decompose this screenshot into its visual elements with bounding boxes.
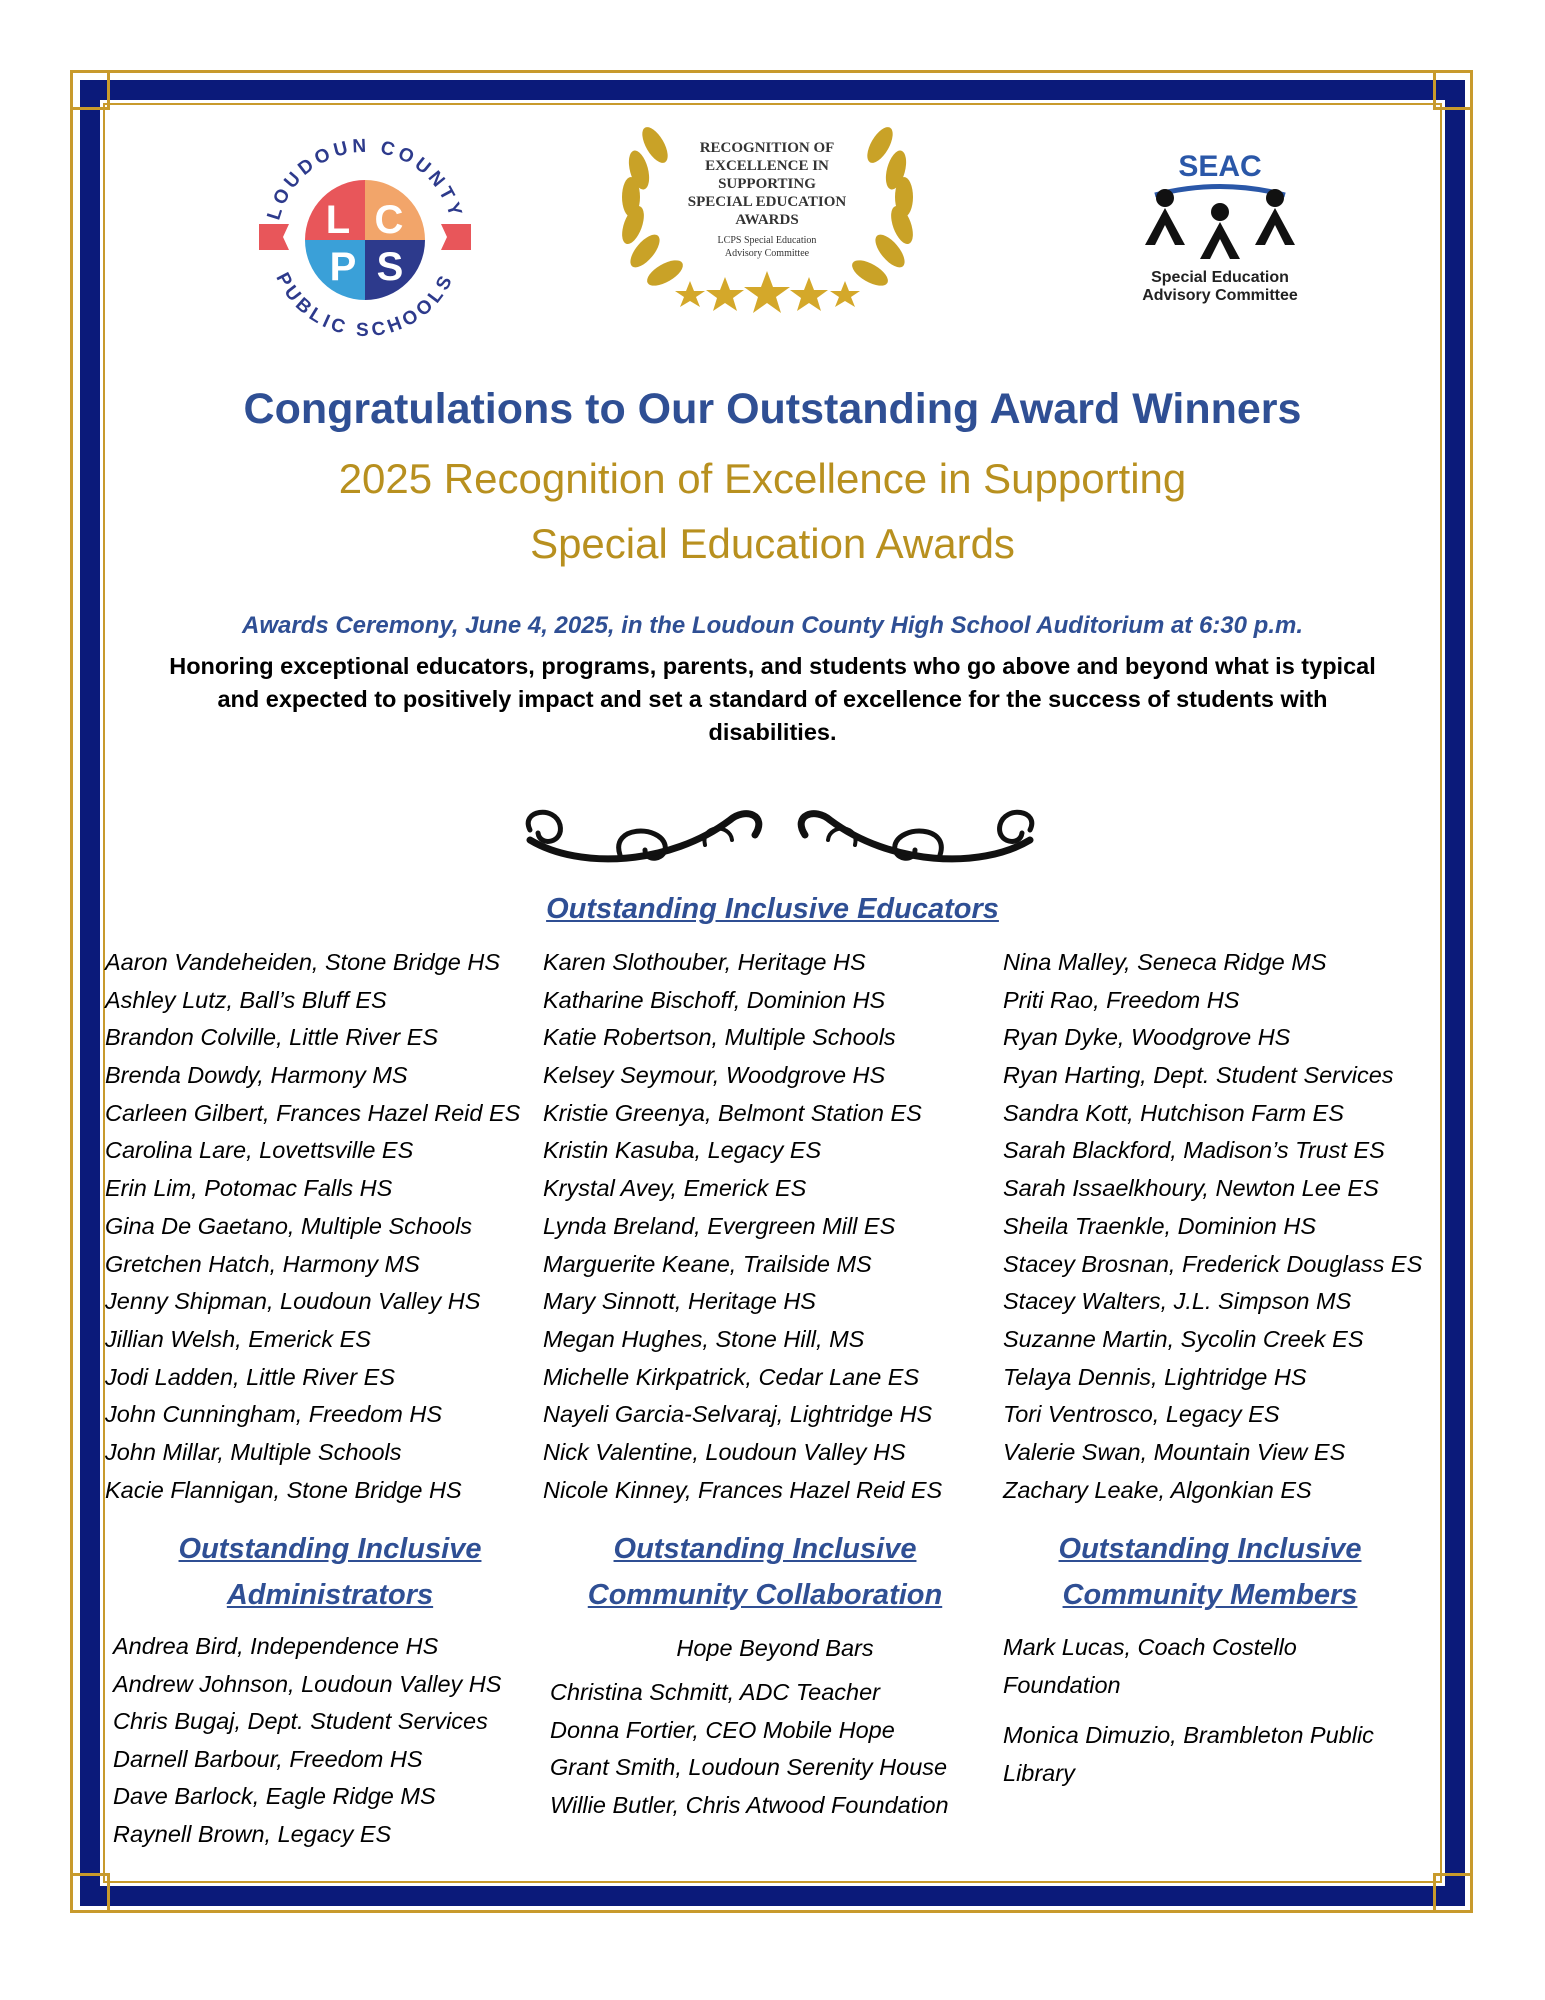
subtitle-line-1: 2025 Recognition of Excellence in Supporting — [338, 455, 1187, 502]
administrator-entry: Raynell Brown, Legacy ES — [113, 1820, 392, 1847]
educator-entry: Zachary Leake, Algonkian ES — [1003, 1476, 1312, 1503]
lcps-arc-top-text: LOUDOUN COUNTY — [263, 135, 467, 223]
corner-ornament-top-right — [1433, 70, 1473, 110]
corner-ornament-bottom-right — [1433, 1873, 1473, 1913]
lcps-monogram-p: P — [329, 245, 357, 289]
educator-entry: Jillian Welsh, Emerick ES — [105, 1325, 371, 1352]
seac-acronym: SEAC — [1178, 150, 1262, 183]
educator-entry: Stacey Walters, J.L. Simpson MS — [1003, 1288, 1352, 1315]
community-entry-line: Mark Lucas, Coach Costello — [1003, 1634, 1297, 1660]
educator-entry: Gina De Gaetano, Multiple Schools — [105, 1212, 473, 1239]
community-title-line-1: Outstanding Inclusive — [1058, 1533, 1362, 1565]
administrators-title-line-1: Outstanding Inclusive — [178, 1533, 482, 1565]
educator-entry: Kristin Kasuba, Legacy ES — [543, 1137, 822, 1164]
educator-entry: Karen Slothouber, Heritage HS — [543, 949, 866, 975]
ceremony-details: Awards Ceremony, June 4, 2025, in the Loudoun County High School Auditorium at 6:30 p.m. — [241, 612, 1303, 639]
collaboration-entry: Willie Butler, Chris Atwood Foundation — [550, 1791, 949, 1818]
lcps-logo — [255, 130, 475, 350]
lcps-monogram-s: S — [376, 245, 404, 289]
educator-entry: Kacie Flannigan, Stone Bridge HS — [105, 1476, 462, 1503]
educator-entry: Nick Valentine, Loudoun Valley HS — [543, 1438, 906, 1465]
educator-entry: Katharine Bischoff, Dominion HS — [543, 986, 886, 1013]
administrators-section-title — [100, 1526, 560, 1618]
educator-entry: Ryan Harting, Dept. Student Services — [1003, 1062, 1394, 1089]
community-entry-1 — [1003, 1628, 1297, 1703]
administrator-entry: Andrea Bird, Independence HS — [113, 1633, 439, 1659]
seac-line-2: Advisory Committee — [1142, 287, 1298, 304]
educator-entry: Sandra Kott, Hutchison Farm ES — [1003, 1099, 1344, 1126]
educator-entry: Katie Robertson, Multiple Schools — [543, 1024, 896, 1051]
corner-ornament-top-left — [70, 70, 110, 110]
administrator-entry: Chris Bugaj, Dept. Student Services — [113, 1708, 488, 1734]
community-entry-line: Foundation — [1003, 1671, 1121, 1698]
educator-entry: Carolina Lare, Lovettsville ES — [105, 1137, 414, 1164]
seac-logo — [1115, 140, 1325, 310]
page-title: Congratulations to Our Outstanding Award Winners — [243, 385, 1302, 433]
award-text-line-2: EXCELLENCE IN — [705, 158, 829, 174]
educators-section-title: Outstanding Inclusive Educators — [546, 893, 999, 925]
seac-line-1: Special Education — [1151, 269, 1289, 286]
award-text-line-1: RECOGNITION OF — [699, 140, 835, 156]
educator-entry: Priti Rao, Freedom HS — [1003, 986, 1240, 1013]
educator-entry: Nayeli Garcia-Selvaraj, Lightridge HS — [543, 1401, 933, 1428]
administrator-entry: Dave Barlock, Eagle Ridge MS — [113, 1783, 436, 1809]
educator-entry: Gretchen Hatch, Harmony MS — [105, 1250, 420, 1277]
educator-entry: Megan Hughes, Stone Hill, MS — [543, 1325, 865, 1352]
community-title-line-2: Community Members — [1062, 1579, 1358, 1611]
award-text-line-4: SPECIAL EDUCATION — [687, 194, 847, 210]
collaboration-entry: Donna Fortier, CEO Mobile Hope — [550, 1716, 895, 1743]
educator-entry: Krystal Avey, Emerick ES — [543, 1175, 807, 1202]
flourish-divider-icon — [500, 785, 1060, 885]
educator-entry: Jenny Shipman, Loudoun Valley HS — [105, 1288, 481, 1315]
award-sub-line-2: Advisory Committee — [724, 248, 810, 259]
laurel-right-icon — [848, 123, 917, 291]
lcps-monogram-c: C — [374, 198, 404, 242]
community-entry-line: Monica Dimuzio, Brambleton Public — [1003, 1722, 1374, 1748]
honoring-statement: Honoring exceptional educators, programs, parents, and students who go above and beyond what is typical and expected to positively impact and set a standard of excellence for the success of students with disabilities. — [169, 653, 1376, 745]
educator-entry: Erin Lim, Potomac Falls HS — [105, 1175, 393, 1202]
educator-entry: Michelle Kirkpatrick, Cedar Lane ES — [543, 1363, 920, 1390]
collaboration-section-title — [540, 1526, 990, 1618]
community-entry-line: Library — [1003, 1759, 1075, 1786]
educator-entry: Ashley Lutz, Ball’s Bluff ES — [105, 986, 387, 1013]
educator-entry: John Cunningham, Freedom HS — [105, 1401, 443, 1428]
educators-column-3 — [1003, 944, 1422, 1509]
educators-column-1 — [105, 944, 520, 1509]
educator-entry: Mary Sinnott, Heritage HS — [543, 1288, 816, 1315]
lcps-arc-bottom-text: PUBLIC SCHOOLS — [271, 269, 459, 342]
educator-entry: Stacey Brosnan, Frederick Douglass ES — [1003, 1250, 1423, 1277]
administrators-title-line-2: Administrators — [226, 1579, 434, 1611]
award-laurel-logo — [595, 105, 940, 325]
award-text-line-3: SUPPORTING — [718, 176, 816, 192]
corner-ornament-bottom-left — [70, 1873, 110, 1913]
stars-icon — [675, 271, 860, 313]
educator-entry: Brandon Colville, Little River ES — [105, 1024, 439, 1051]
community-entry-2 — [1003, 1716, 1374, 1791]
educators-column-2 — [543, 944, 942, 1509]
educator-entry: Tori Ventrosco, Legacy ES — [1003, 1401, 1280, 1428]
educator-entry: Jodi Ladden, Little River ES — [105, 1363, 395, 1390]
educator-entry: Brenda Dowdy, Harmony MS — [105, 1062, 408, 1089]
educator-entry: Valerie Swan, Mountain View ES — [1003, 1438, 1346, 1465]
collaboration-title-line-1: Outstanding Inclusive — [613, 1533, 917, 1565]
educator-entry: Aaron Vandeheiden, Stone Bridge HS — [105, 949, 500, 975]
administrator-entry: Darnell Barbour, Freedom HS — [113, 1745, 423, 1772]
administrators-list — [113, 1628, 501, 1853]
educator-entry: Sarah Blackford, Madison’s Trust ES — [1003, 1137, 1385, 1164]
subtitle-line-2: Special Education Awards — [530, 520, 1015, 567]
educator-entry: Nicole Kinney, Frances Hazel Reid ES — [543, 1476, 943, 1503]
educator-entry: Nina Malley, Seneca Ridge MS — [1003, 949, 1327, 975]
collaboration-org: Hope Beyond Bars — [676, 1635, 874, 1661]
educator-entry: Kelsey Seymour, Woodgrove HS — [543, 1062, 886, 1089]
collaboration-entry: Christina Schmitt, ADC Teacher — [550, 1679, 880, 1705]
collaboration-title-line-2: Community Collaboration — [587, 1579, 943, 1611]
lcps-monogram-l: L — [325, 198, 351, 242]
educator-entry: Sarah Issaelkhoury, Newton Lee ES — [1003, 1175, 1379, 1202]
administrator-entry: Andrew Johnson, Loudoun Valley HS — [113, 1670, 502, 1697]
community-section-title — [990, 1526, 1430, 1618]
collaboration-list — [550, 1674, 949, 1824]
award-sub-line-1: LCPS Special Education — [717, 235, 817, 246]
educator-entry: Ryan Dyke, Woodgrove HS — [1003, 1024, 1291, 1051]
award-text-line-5: AWARDS — [735, 212, 799, 228]
educator-entry: Marguerite Keane, Trailside MS — [543, 1250, 872, 1277]
educator-entry: John Millar, Multiple Schools — [105, 1438, 402, 1465]
laurel-left-icon — [618, 123, 687, 291]
educator-entry: Lynda Breland, Evergreen Mill ES — [543, 1212, 896, 1239]
educator-entry: Kristie Greenya, Belmont Station ES — [543, 1099, 922, 1126]
people-icon — [1145, 189, 1295, 259]
educator-entry: Suzanne Martin, Sycolin Creek ES — [1003, 1325, 1364, 1352]
educator-entry: Sheila Traenkle, Dominion HS — [1003, 1212, 1317, 1239]
educator-entry: Carleen Gilbert, Frances Hazel Reid ES — [105, 1099, 521, 1126]
collaboration-entry: Grant Smith, Loudoun Serenity House — [550, 1754, 948, 1780]
educator-entry: Telaya Dennis, Lightridge HS — [1003, 1363, 1307, 1390]
